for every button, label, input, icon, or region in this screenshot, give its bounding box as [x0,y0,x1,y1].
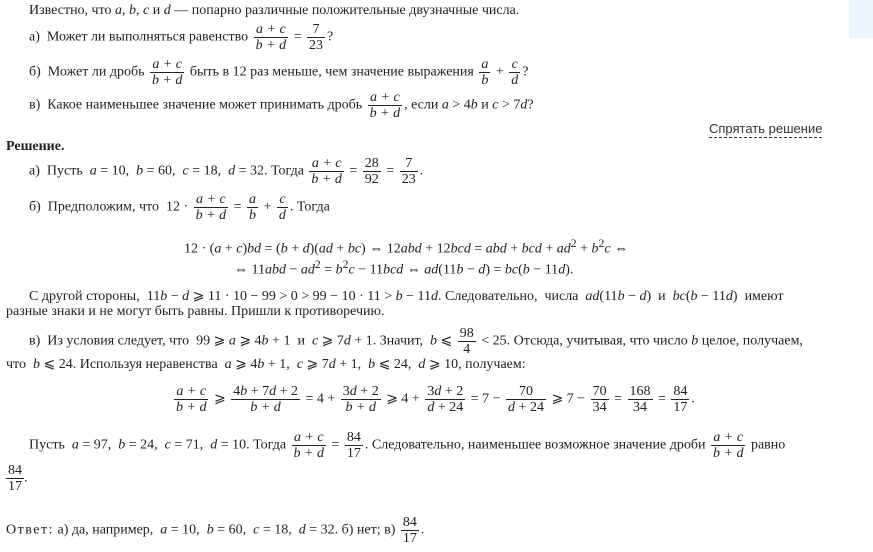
corner-decoration [849,0,873,38]
question-a: а) Может ли выполняться равенство $\frac{a + c}{b + d}$ = $\frac{7}{23}$ ? [29,22,334,53]
equation-line-1: 12 · (a + c)bd = (b + d)(ad + bc) ⇔ 12abd + 12bcd = abd + bcd + $ad^2 + b^2c$ ⇔ [184,237,629,257]
other-side-line-2: разные знаки и не могут быть равны. Пришли к противоречию. [6,304,385,319]
solution-b: б) Предположим, что 12 · $\frac{a + c}{b + d}$ = $\frac{a}{b}$ + $\frac{c}{d}$ . Тогда [29,192,330,223]
question-b: б) Может ли дробь $\frac{a + c}{b + d}$ быть в 12 раз меньше, чем значение выражения $\frac{a}{b}$ + $\frac{c}{d}$ ? [29,57,529,88]
question-v: в) Какое наименьшее значение может принимать дробь $\frac{a + c}{b + d}$ , если a > 4b и c > 7d? [29,90,534,121]
solution-title: Решение. [6,139,65,154]
example-result: $\frac{84}{17}$ . [8,463,28,494]
hide-solution-link[interactable]: Спрятать решение [709,121,823,136]
answer-line: Ответ: а) да, например, a = 10, b = 60, c = 18, d = 32. б) нет; в) $\frac{84}{17}$ . [6,515,425,546]
equation-line-2: ⇔ $11abd - ad^2 = b^2c - 11bcd$ ⇔ ad(11b − d) = bc(b − 11d). [234,258,574,278]
other-side-line-1: С другой стороны, 11b − d ⩾ 11 · 10 − 99 > 0 > 99 − 10 · 11 > b − 11d. Следовательно, числа ad(11b − d) и bc(b − 11d) имеют [29,289,784,304]
inequality-chain: $\frac{a + c}{b + d}$ ⩾ $\frac{4b + 7d + 2}{b + d}$ = 4 + $\frac{3d + 2}{b + d}$ ⩾ 4 + $\frac{3d + 2}{d + 24}$ = 7 − $\frac{70}{d + 24}$ ⩾ 7 − $\frac{70}{34}$ = $\frac{168}{34}$ = $\frac{84}{17}$ . [176,384,695,415]
solution-a: а) Пусть a = 10, b = 60, c = 18, d = 32. Тогда $\frac{a + c}{b + d}$ = $\frac{28}{92}$ = $\frac{7}{23}$ . [29,156,424,187]
answer-label: Ответ: [6,522,54,538]
example-line: Пусть a = 97, b = 24, c = 71, d = 10. Тогда $\frac{a + c}{b + d}$ = $\frac{84}{17}$ . Следовательно, наименьшее возможное значение дроби $\frac{a + c}{b + d}$ равно [29,430,786,461]
problem-intro: Известно, что a, b, c и d — попарно различные положительные двузначные числа. [29,3,520,18]
solution-v-line-2: что b ⩽ 24. Используя неравенства a ⩾ 4b + 1, c ⩾ 7d + 1, b ⩽ 24, d ⩾ 10, получаем: [6,357,526,372]
solution-v-line-1: в) Из условия следует, что 99 ⩾ a ⩾ 4b + 1 и c ⩾ 7d + 1. Значит, b ⩽ $\frac{98}{4}$ < 25. Отсюда, учитывая, что число b целое, получаем, [29,326,803,357]
